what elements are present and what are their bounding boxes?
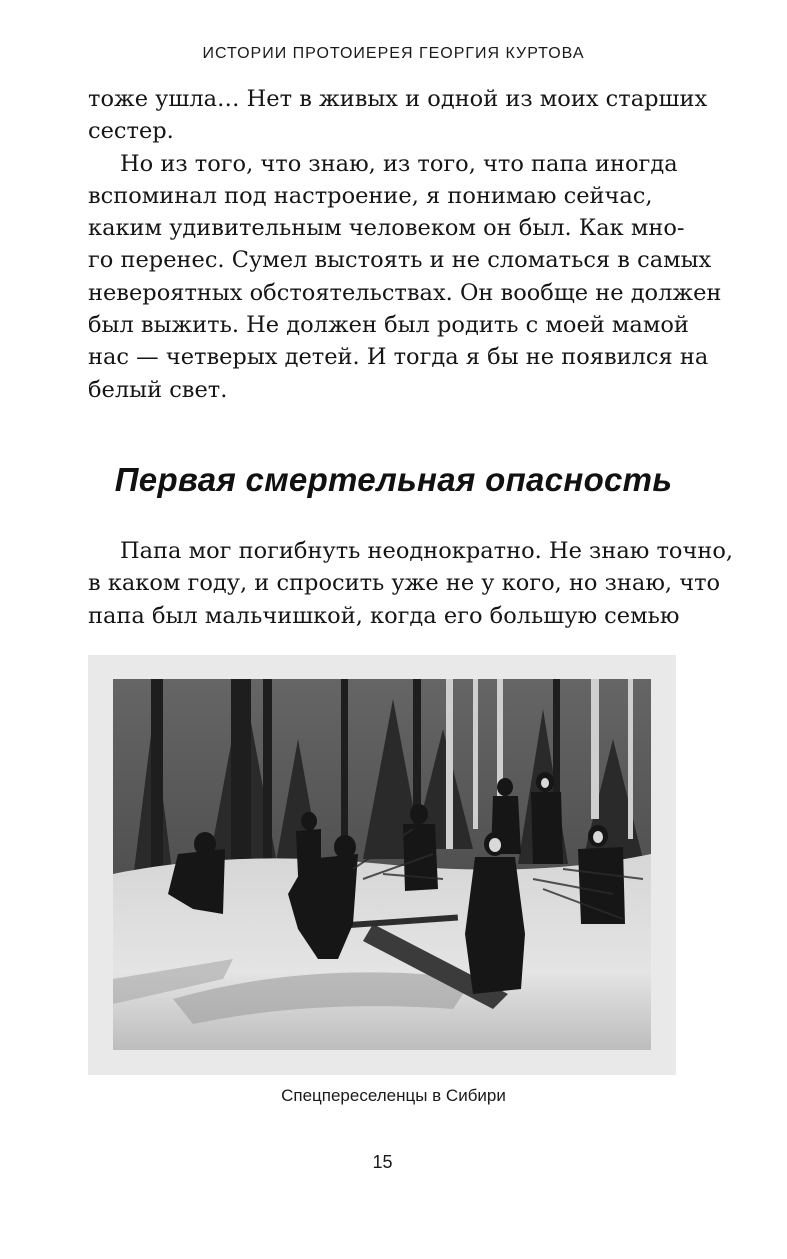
photo-caption: Спецпереселенцы в Сибири (281, 1086, 506, 1105)
forest-photo (113, 679, 651, 1050)
running-head: ИСТОРИИ ПРОТОИЕРЕЯ ГЕОРГИЯ КУРТОВА (202, 45, 585, 62)
text-line: был выжить. Не должен был родить с моей мамой (88, 312, 689, 339)
paragraph (88, 535, 734, 632)
text-line: папа был мальчишкой, когда его большую семью (88, 602, 680, 629)
text-line: тоже ушла… Нет в живых и одной из моих старших (88, 86, 708, 112)
paragraph (88, 148, 722, 406)
text-line: в каком году, и спросить уже не у кого, но знаю, что (88, 570, 721, 597)
text-line: невероятных обстоятельствах. Он вообще не должен (88, 279, 722, 306)
text-line: го перенес. Сумел выстоять и не сломаться в самых (88, 247, 712, 274)
text-line: Папа мог погибнуть неоднократно. Не знаю точно, (120, 538, 734, 564)
text-line: нас — четверых детей. И тогда я бы не появился на (88, 344, 709, 371)
text-line: сестер. (88, 118, 174, 145)
text-line: вспоминал под настроение, я понимаю сейчас, (88, 182, 653, 209)
section-heading: Первая смертельная опасность (114, 461, 673, 498)
text-line: каким удивительным человеком он был. Как мно- (88, 215, 685, 242)
photo-frame (88, 655, 676, 1075)
paragraph-continued (88, 83, 708, 148)
text-line: белый свет. (88, 376, 228, 403)
text-line: Но из того, что знаю, из того, что папа иногда (120, 150, 678, 177)
page-number: 15 (372, 1152, 393, 1172)
